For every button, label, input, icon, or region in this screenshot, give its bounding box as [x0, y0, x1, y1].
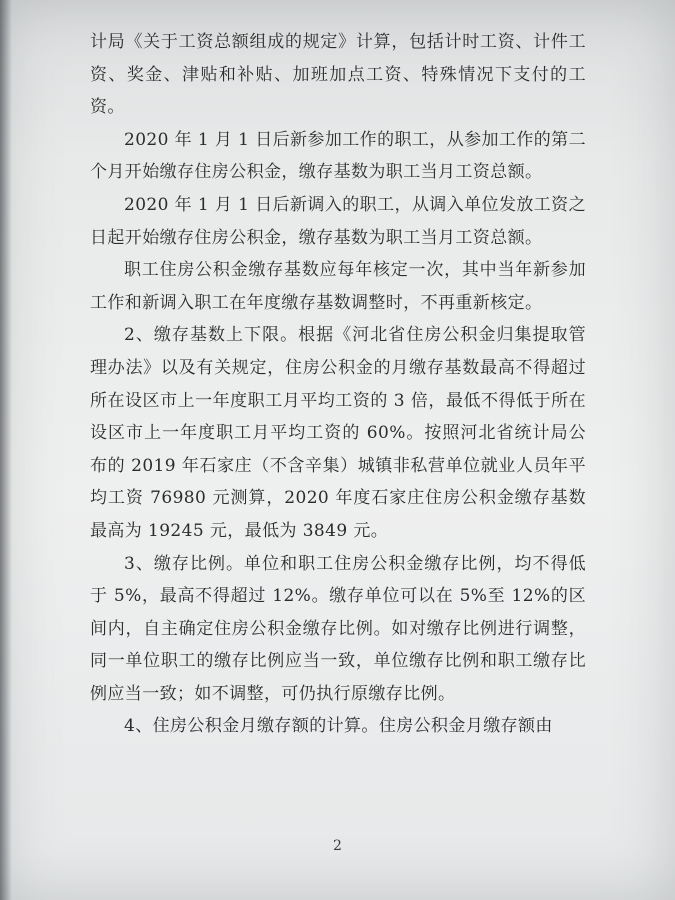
- document-body: [90, 26, 586, 743]
- paragraph-monthly-amount: 4、住房公积金月缴存额的计算。住房公积金月缴存额由: [124, 716, 553, 737]
- paragraph-transferred-employee: 2020 年 1 月 1 日后新调入的职工，从调入单位发放工资之日起开始缴存住房公积金，缴存基数为职工当月工资总额。: [90, 194, 586, 248]
- paragraph-contribution-ratio: 3、缴存比例。单位和职工住房公积金缴存比例，均不得低于 5%，最高不得超过 12%。缴存单位可以在 5%至 12%的区间内，自主确定住房公积金缴存比例。如对缴存比例进行调整，同一单位职工的缴存比例应当一致，单位缴存比例和职工缴存比例应当一致；如不调整，可仍执行原缴存比例。: [90, 553, 586, 704]
- paragraph-new-employee: 2020 年 1 月 1 日后新参加工作的职工，从参加工作的第二个月开始缴存住房公积金，缴存基数为职工当月工资总额。: [90, 129, 586, 183]
- paragraph-base-limits: 2、缴存基数上下限。根据《河北省住房公积金归集提取管理办法》以及有关规定，住房公积金的月缴存基数最高不得超过所在设区市上一年度职工月平均工资的 3 倍，最低不得低于所在设区市上一年度职工月平均工资的 60%。按照河北省统计局公布的 2019 年石家庄（不含辛集）城镇非私营单位就业人员年平均工资 76980 元测算，2020 年度石家庄住房公积金缴存基数最高为 19245 元，最低为 3849 元。: [90, 325, 586, 541]
- page-edge-shadow: [0, 0, 12, 900]
- page-number: 2: [333, 838, 342, 854]
- paragraph-wage-definition: 计局《关于工资总额组成的规定》计算，包括计时工资、计件工资、奖金、津贴和补贴、加班加点工资、特殊情况下支付的工资。: [90, 32, 586, 118]
- paragraph-annual-review: 职工住房公积金缴存基数应每年核定一次，其中当年新参加工作和新调入职工在年度缴存基数调整时，不再重新核定。: [90, 260, 586, 313]
